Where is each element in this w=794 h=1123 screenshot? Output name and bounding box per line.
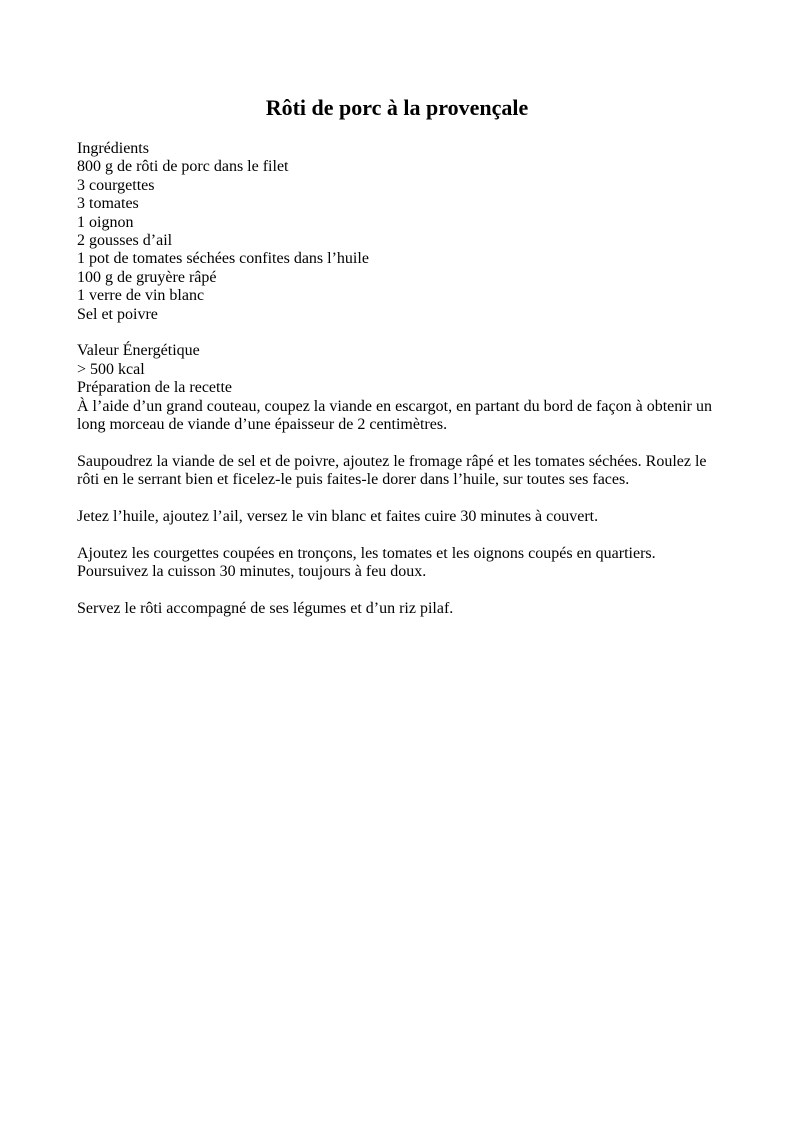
ingredient-item: Sel et poivre xyxy=(77,305,158,323)
preparation-steps xyxy=(77,398,727,619)
ingredient-item: 800 g de rôti de porc dans le filet xyxy=(77,158,289,176)
ingredients-list xyxy=(77,158,727,324)
preparation-step: Jetez l’huile, ajoutez l’ail, versez le vin blanc et faites cuire 30 minutes à couvert. xyxy=(77,508,599,526)
energy-value: > 500 kcal xyxy=(77,360,145,378)
recipe-content xyxy=(77,140,727,618)
energy-heading: Valeur Énergétique xyxy=(77,342,200,360)
spacer xyxy=(77,526,727,544)
ingredient-item: 3 tomates xyxy=(77,195,139,213)
preparation-step: Servez le rôti accompagné de ses légumes et d’un riz pilaf. xyxy=(77,600,454,618)
preparation-step: Saupoudrez la viande de sel et de poivre, ajoutez le fromage râpé et les tomates séchées. Roulez le rôti en le serrant bien et ficelez-le puis faites-le dorer dans l’huile, sur toutes ses faces. xyxy=(77,452,707,489)
ingredients-heading: Ingrédients xyxy=(77,140,149,157)
preparation-step: À l’aide d’un grand couteau, coupez la viande en escargot, en partant du bord de façon à obtenir un long morceau de viande d’une épaisseur de 2 centimètres. xyxy=(77,397,713,434)
spacer xyxy=(77,582,727,600)
ingredient-item: 1 verre de vin blanc xyxy=(77,287,205,305)
spacer xyxy=(77,490,727,508)
spacer xyxy=(77,434,727,452)
preparation-heading: Préparation de la recette xyxy=(77,379,233,397)
ingredient-item: 2 gousses d’ail xyxy=(77,232,173,250)
spacer xyxy=(77,324,727,342)
ingredient-item: 3 courgettes xyxy=(77,176,155,194)
ingredient-item: 1 oignon xyxy=(77,213,134,231)
recipe-title: Rôti de porc à la provençale xyxy=(265,95,529,120)
preparation-step: Ajoutez les courgettes coupées en tronçons, les tomates et les oignons coupés en quartiers. Poursuivez la cuisson 30 minutes, toujours à feu doux. xyxy=(77,544,656,581)
ingredient-item: 100 g de gruyère râpé xyxy=(77,268,217,286)
ingredient-item: 1 pot de tomates séchées confites dans l’huile xyxy=(77,250,369,268)
